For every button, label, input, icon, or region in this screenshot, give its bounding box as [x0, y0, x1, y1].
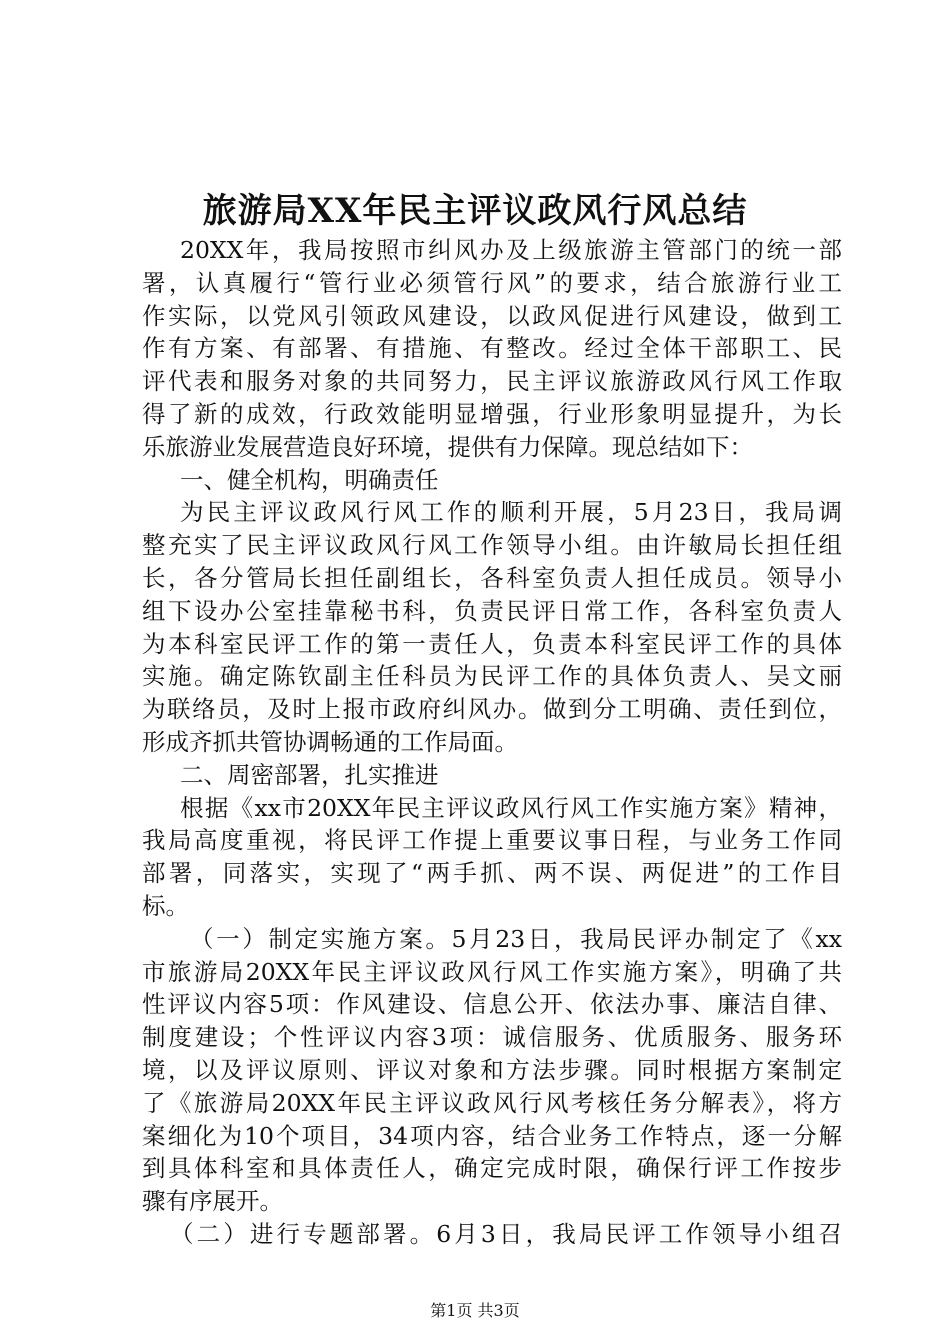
body-line: 我局高度重视，将民评工作提上重要议事日程，与业务工作同 — [142, 826, 842, 855]
page-footer: 第1页 共3页 — [430, 1301, 520, 1320]
body-line: 骤有序展开。 — [142, 1187, 283, 1216]
body-line: 市旅游局20XX年民主评议政风行风工作实施方案》，明确了共 — [142, 957, 842, 986]
body-line: 了《旅游局20XX年民主评议政风行风考核任务分解表》，将方 — [142, 1088, 842, 1117]
body-line: （一）制定实施方案。5月23日，我局民评办制定了《xx — [190, 924, 842, 953]
body-line: 到具体科室和具体责任人，确定完成时限，确保行评工作按步 — [142, 1154, 842, 1183]
body-line: 标。 — [142, 891, 189, 920]
section-heading: 一、健全机构，明确责任 — [180, 465, 439, 494]
body-line: 为民主评议政风行风工作的顺利开展，5月23日，我局调 — [180, 498, 842, 527]
body-line: 整充实了民主评议政风行风工作领导小组。由许敏局长担任组 — [142, 531, 842, 560]
body-line: 部署，同落实，实现了“两手抓、两不误、两促进”的工作目 — [142, 859, 842, 888]
body-line: 20XX年，我局按照市纠风办及上级旅游主管部门的统一部 — [180, 236, 842, 264]
body-line: 作实际，以党风引领政风建设，以政风促进行风建设，做到工 — [142, 301, 842, 330]
body-line: 根据《xx市20XX年民主评议政风行风工作实施方案》精神， — [180, 793, 842, 822]
body-line: 为本科室民评工作的第一责任人，负责本科室民评工作的具体 — [142, 629, 842, 658]
document-body — [142, 234, 842, 1251]
body-line: （二）进行专题部署。6月3日，我局民评工作领导小组召 — [170, 1219, 842, 1248]
body-line: 制度建设；个性评议内容3项：诚信服务、优质服务、服务环 — [142, 1023, 842, 1052]
body-line: 得了新的成效，行政效能明显增强，行业形象明显提升，为长 — [142, 399, 842, 428]
body-line: 乐旅游业发展营造良好环境，提供有力保障。现总结如下： — [142, 432, 753, 461]
section-heading: 二、周密部署，扎实推进 — [180, 760, 439, 789]
body-line: 为联络员，及时上报市政府纠风办。做到分工明确、责任到位， — [142, 695, 842, 724]
body-line: 长，各分管局长担任副组长，各科室负责人担任成员。领导小 — [142, 563, 842, 592]
body-line: 组下设办公室挂靠秘书科，负责民评日常工作，各科室负责人 — [142, 596, 842, 625]
body-line: 署，认真履行“管行业必须管行风”的要求，结合旅游行业工 — [142, 268, 842, 297]
body-line: 实施。确定陈钦副主任科员为民评工作的具体负责人、吴文丽 — [142, 662, 842, 691]
body-line: 性评议内容5项：作风建设、信息公开、依法办事、廉洁自律、 — [142, 990, 842, 1019]
body-line: 形成齐抓共管协调畅通的工作局面。 — [142, 727, 518, 756]
body-line: 境，以及评议原则、评议对象和方法步骤。同时根据方案制定 — [142, 1055, 842, 1084]
document-title: 旅游局XX年民主评议政风行风总结 — [202, 191, 748, 231]
body-line: 评代表和服务对象的共同努力，民主评议旅游政风行风工作取 — [142, 367, 842, 396]
body-line: 案细化为10个项目，34项内容，结合业务工作特点，逐一分解 — [142, 1121, 842, 1150]
body-line: 作有方案、有部署、有措施、有整改。经过全体干部职工、民 — [142, 334, 842, 363]
